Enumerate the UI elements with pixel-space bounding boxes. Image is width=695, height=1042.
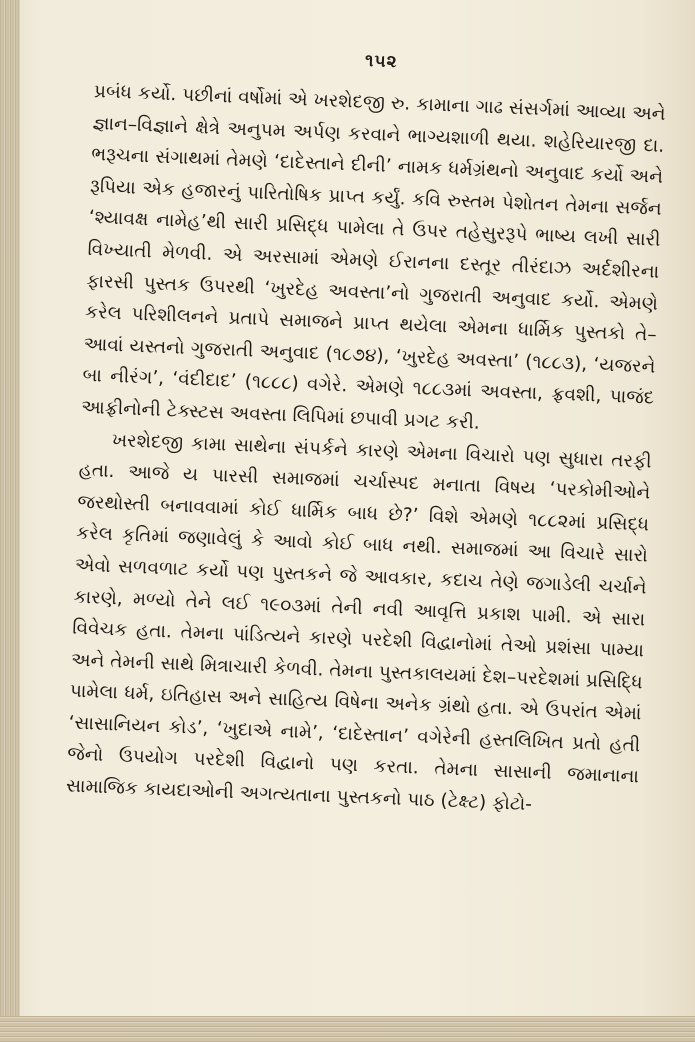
book-binding-edge	[0, 0, 20, 1042]
paragraph-2: ખરશેદજી કામા સાથેના સંપર્કને કારણે એમના વિચારો પણ સુધારા તરફી હતા. આજે ય પારસી સમાજમાં ચર્ચાસ્પદ મનાતા વિષય ‘પરકોમીઓને જરથોસ્તી બનાવવામાં કોઈ ધાર્મિક બાધ છે?’ વિશે એમણે ૧૮૮૨માં પ્રસિદ્ધ કરેલ કૃતિમાં જણાવેલું કે આવો કોઈ બાધ નથી. સમાજમાં આ વિચારે સારો એવો સળવળાટ કર્યો પણ પુસ્તકને જે આવકાર, કદાચ તેણે જગાડેલી ચર્ચાને કારણે, મળ્યો તેને લઈ ૧૯૦૩માં તેની નવી આવૃત્તિ પ્રકાશ પામી. એ સારા વિવેચક હતા. તેમના પાંડિત્યને કારણે પરદેશી વિદ્વાનોમાં તેઓ પ્રશંસા પામ્યા અને તેમની સાથે મિત્રાચારી કેળવી. તેમના પુસ્તકાલયમાં દેશ–પરદેશમાં પ્રસિદ્ધિ પામેલા ધર્મ, ઇતિહાસ અને સાહિત્ય વિષેના અનેક ગ્રંથો હતા. એ ઉપરાંત એમાં ‘સાસાનિયન કોડ’, ‘ખુદાએ નામે’, ‘દાદેસ્તાન’ વગેરેની હસ્તલિખિત પ્રતો હતી જેનો ઉપયોગ પરદેશી વિદ્વાનો પણ કરતા. તેમના સાસાની જમાનાના સામાજિક કાયદાઓની અગત્યતાના પુસ્તકનો પાઠ (ટેક્ષ્ટ) ફોટો-	[65, 429, 652, 816]
page-content	[59, 40, 667, 982]
page-number: ૧૫૨	[364, 50, 398, 73]
paragraph-1: પ્રબંધ કર્યો. પછીનાં વર્ષોમાં એ ખરશેદજી રુ. કામાના ગાઢ સંસર્ગમાં આવ્યા અને જ્ઞાન–વિજ્ઞાને ક્ષેત્રે અનુપમ અર્પણ કરવાને ભાગ્યશાળી થયા. શહેરિયારજી દા. ભરૂચના સંગાથમાં તેમણે ‘દાદેસ્તાને દીની’ નામક ધર્મગ્રંથનો અનુવાદ કર્યો અને રૂપિયા એક હજારનું પારિતોષિક પ્રાપ્ત કર્યું. કવિ રુસ્તમ પેશોતન તેમના સર્જન ‘શ્યાવક્ષ નામેહ’થી સારી પ્રસિદ્ધ પામેલા તે ઉપર તહેસુરરૂપે ભાષ્ય લખી સારી વિખ્યાતી મેળવી. એ અરસામાં એમણે ઈરાનના દસ્તૂર તીરંદાઝ અર્દશીરના ફારસી પુસ્તક ઉપરથી ‘ખુરદેહ અવસ્તા’નો ગુજરાતી અનુવાદ કર્યો. એમણે કરેલ પરિશીલનને પ્રતાપે સમાજને પ્રાપ્ત થયેલા એમના ધાર્મિક પુસ્તકો તે–આવાં યસ્તનો ગુજરાતી અનુવાદ (૧૮૭૪), ‘ખુરદેહ અવસ્તા’ (૧૮૮૩), ‘યજરને બા નીરંગ’, ‘વંદીદાદ’ (૧૮૮૮) વગેરે. એમણે ૧૮૮૩માં અવસ્તા, ફ્રવશી, પાજંદ આફ્રીનોની ટેક્સ્ટસ અવસ્તા લિપિમાં છપાવી પ્રગટ કરી.	[80, 80, 666, 434]
page-stack-edge	[0, 1016, 695, 1042]
body-text	[65, 76, 666, 825]
